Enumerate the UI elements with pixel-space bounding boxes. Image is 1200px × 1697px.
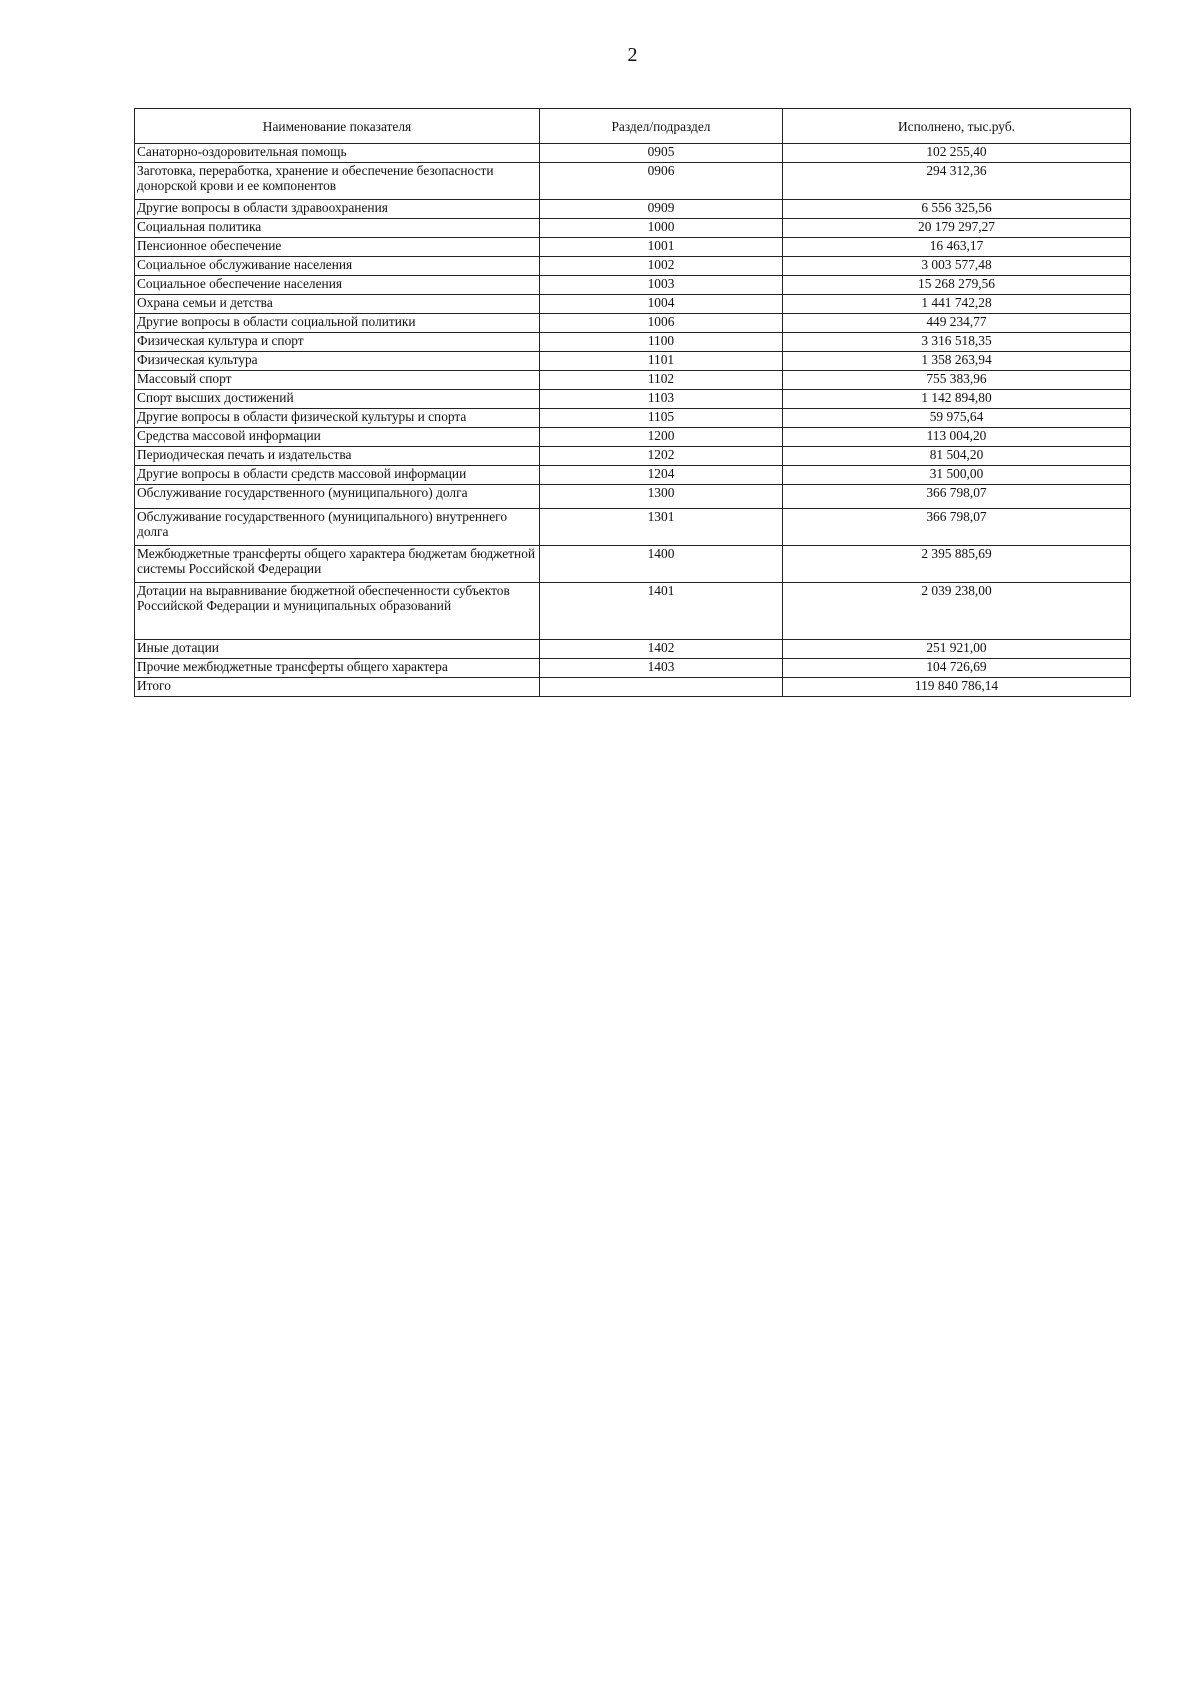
table-row	[135, 238, 1131, 257]
row-name: Обслуживание государственного (муниципального) внутреннего долга	[135, 509, 540, 546]
table-row	[135, 390, 1131, 409]
budget-execution-table	[134, 108, 1131, 697]
row-sum: 102 255,40	[783, 144, 1131, 163]
row-code: 1300	[540, 485, 783, 509]
row-sum: 1 358 263,94	[783, 352, 1131, 371]
row-sum: 3 003 577,48	[783, 257, 1131, 276]
row-code: 1004	[540, 295, 783, 314]
total-row	[135, 678, 1131, 697]
row-sum: 16 463,17	[783, 238, 1131, 257]
row-name: Охрана семьи и детства	[135, 295, 540, 314]
row-code: 0906	[540, 163, 783, 200]
table-row	[135, 466, 1131, 485]
row-name: Социальная политика	[135, 219, 540, 238]
table-row	[135, 219, 1131, 238]
row-code: 1204	[540, 466, 783, 485]
total-label: Итого	[135, 678, 540, 697]
row-name: Другие вопросы в области социальной политики	[135, 314, 540, 333]
row-name: Другие вопросы в области здравоохранения	[135, 200, 540, 219]
row-name: Иные дотации	[135, 640, 540, 659]
row-code: 1100	[540, 333, 783, 352]
table-row	[135, 371, 1131, 390]
row-code: 1102	[540, 371, 783, 390]
row-code: 1401	[540, 583, 783, 640]
row-sum: 20 179 297,27	[783, 219, 1131, 238]
row-code: 1400	[540, 546, 783, 583]
row-code: 1301	[540, 509, 783, 546]
total-sum: 119 840 786,14	[783, 678, 1131, 697]
row-sum: 366 798,07	[783, 509, 1131, 546]
row-sum: 366 798,07	[783, 485, 1131, 509]
row-name: Межбюджетные трансферты общего характера бюджетам бюджетной системы Российской Федерации	[135, 546, 540, 583]
row-name: Прочие межбюджетные трансферты общего характера	[135, 659, 540, 678]
row-sum: 6 556 325,56	[783, 200, 1131, 219]
row-code: 1006	[540, 314, 783, 333]
table-row	[135, 509, 1131, 546]
row-name: Физическая культура и спорт	[135, 333, 540, 352]
row-code: 1002	[540, 257, 783, 276]
row-name: Социальное обеспечение населения	[135, 276, 540, 295]
row-name: Заготовка, переработка, хранение и обеспечение безопасности донорской крови и ее компонентов	[135, 163, 540, 200]
row-name: Спорт высших достижений	[135, 390, 540, 409]
total-code	[540, 678, 783, 697]
table-row	[135, 276, 1131, 295]
table-row	[135, 428, 1131, 447]
page-number: 2	[627, 44, 638, 66]
header-indicator-name: Наименование показателя	[135, 109, 540, 144]
table-row	[135, 200, 1131, 219]
row-code: 1402	[540, 640, 783, 659]
row-code: 1101	[540, 352, 783, 371]
row-sum: 113 004,20	[783, 428, 1131, 447]
row-code: 1403	[540, 659, 783, 678]
row-sum: 2 039 238,00	[783, 583, 1131, 640]
row-sum: 1 441 742,28	[783, 295, 1131, 314]
row-code: 1200	[540, 428, 783, 447]
row-sum: 1 142 894,80	[783, 390, 1131, 409]
table-row	[135, 659, 1131, 678]
row-code: 0905	[540, 144, 783, 163]
row-sum: 251 921,00	[783, 640, 1131, 659]
row-code: 0909	[540, 200, 783, 219]
row-name: Массовый спорт	[135, 371, 540, 390]
table-row	[135, 144, 1131, 163]
table-row	[135, 295, 1131, 314]
row-name: Санаторно-оздоровительная помощь	[135, 144, 540, 163]
row-name: Пенсионное обеспечение	[135, 238, 540, 257]
header-executed-sum: Исполнено, тыс.руб.	[783, 109, 1131, 144]
table-row	[135, 546, 1131, 583]
row-name: Периодическая печать и издательства	[135, 447, 540, 466]
row-sum: 755 383,96	[783, 371, 1131, 390]
row-sum: 15 268 279,56	[783, 276, 1131, 295]
row-code: 1202	[540, 447, 783, 466]
table-row	[135, 314, 1131, 333]
table-row	[135, 583, 1131, 640]
row-name: Средства массовой информации	[135, 428, 540, 447]
row-code: 1103	[540, 390, 783, 409]
table-row	[135, 333, 1131, 352]
table-row	[135, 485, 1131, 509]
row-sum: 59 975,64	[783, 409, 1131, 428]
row-code: 1000	[540, 219, 783, 238]
row-name: Дотации на выравнивание бюджетной обеспеченности субъектов Российской Федерации и муниципальных образований	[135, 583, 540, 640]
header-section-code: Раздел/подраздел	[540, 109, 783, 144]
row-sum: 3 316 518,35	[783, 333, 1131, 352]
table-row	[135, 640, 1131, 659]
table-row	[135, 163, 1131, 200]
row-code: 1001	[540, 238, 783, 257]
row-name: Физическая культура	[135, 352, 540, 371]
row-sum: 81 504,20	[783, 447, 1131, 466]
table-row	[135, 447, 1131, 466]
table-row	[135, 409, 1131, 428]
row-sum: 104 726,69	[783, 659, 1131, 678]
row-sum: 294 312,36	[783, 163, 1131, 200]
row-name: Другие вопросы в области средств массовой информации	[135, 466, 540, 485]
row-name: Обслуживание государственного (муниципального) долга	[135, 485, 540, 509]
row-code: 1105	[540, 409, 783, 428]
row-sum: 31 500,00	[783, 466, 1131, 485]
row-code: 1003	[540, 276, 783, 295]
row-sum: 449 234,77	[783, 314, 1131, 333]
row-name: Социальное обслуживание населения	[135, 257, 540, 276]
table-row	[135, 352, 1131, 371]
row-sum: 2 395 885,69	[783, 546, 1131, 583]
row-name: Другие вопросы в области физической культуры и спорта	[135, 409, 540, 428]
table-row	[135, 257, 1131, 276]
table-header-row	[135, 109, 1131, 144]
